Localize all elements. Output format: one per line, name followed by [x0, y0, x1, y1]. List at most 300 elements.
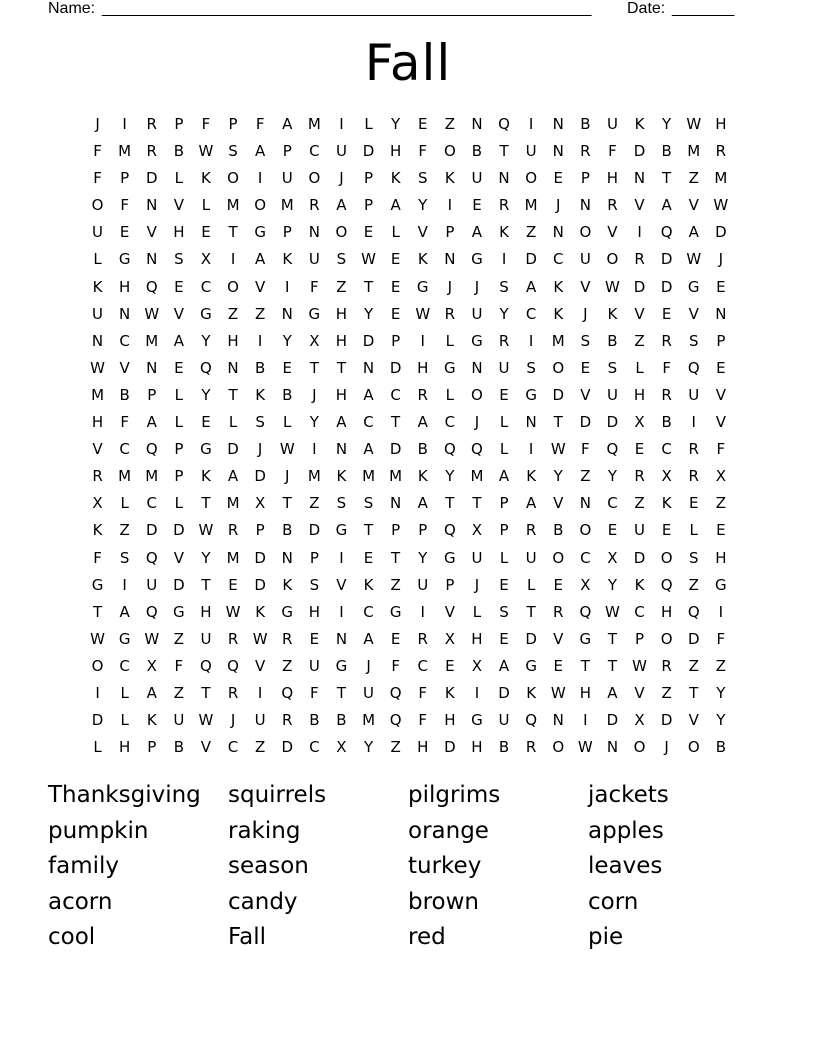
grid-letter[interactable]: F	[93, 142, 102, 161]
grid-letter[interactable]: Y	[282, 331, 292, 350]
grid-letter[interactable]: M	[389, 467, 403, 486]
grid-letter[interactable]: A	[526, 494, 537, 513]
grid-letter[interactable]: Y	[607, 575, 618, 594]
grid-letter[interactable]: P	[364, 169, 374, 188]
grid-letter[interactable]: K	[255, 602, 266, 621]
grid-letter[interactable]: R	[661, 656, 672, 675]
grid-letter[interactable]: V	[580, 277, 591, 296]
grid-letter[interactable]: H	[119, 738, 131, 757]
grid-letter[interactable]: N	[335, 440, 348, 459]
grid-letter[interactable]: G	[579, 629, 592, 648]
grid-letter[interactable]: U	[498, 711, 510, 730]
grid-letter[interactable]: N	[552, 142, 564, 161]
grid-letter[interactable]: R	[309, 196, 320, 215]
grid-letter[interactable]: W	[144, 304, 160, 323]
grid-letter[interactable]: A	[526, 277, 537, 296]
grid-letter[interactable]: C	[363, 602, 374, 621]
grid-letter[interactable]: R	[525, 738, 537, 757]
grid-letter[interactable]: E	[716, 277, 726, 296]
grid-letter[interactable]: O	[254, 196, 267, 215]
grid-letter[interactable]: K	[553, 304, 564, 323]
grid-letter[interactable]: M	[145, 467, 159, 486]
grid-letter[interactable]: H	[173, 223, 185, 242]
grid-letter[interactable]: Z	[634, 331, 645, 350]
grid-letter[interactable]: P	[364, 196, 374, 215]
grid-letter[interactable]: R	[146, 142, 157, 161]
grid-letter[interactable]: U	[525, 142, 537, 161]
grid-letter[interactable]: O	[227, 169, 239, 188]
grid-letter[interactable]: G	[254, 223, 266, 242]
grid-letter[interactable]: Q	[145, 440, 158, 459]
grid-letter[interactable]: K	[526, 467, 537, 486]
grid-letter[interactable]: U	[471, 169, 483, 188]
grid-letter[interactable]: I	[339, 602, 344, 621]
grid-letter[interactable]: R	[92, 467, 103, 486]
grid-letter[interactable]: A	[607, 683, 618, 702]
grid-letter[interactable]: D	[633, 548, 646, 567]
grid-letter[interactable]: U	[579, 250, 591, 269]
grid-letter[interactable]: E	[390, 277, 401, 296]
grid-letter[interactable]: Z	[336, 277, 347, 296]
grid-letter[interactable]: W	[144, 629, 160, 648]
grid-letter[interactable]: C	[634, 602, 645, 621]
grid-letter[interactable]: I	[339, 115, 344, 133]
grid-letter[interactable]: Z	[661, 683, 672, 702]
grid-letter[interactable]: T	[499, 142, 509, 161]
grid-letter[interactable]: Q	[389, 683, 402, 702]
grid-letter[interactable]: V	[146, 223, 157, 242]
grid-letter[interactable]: X	[336, 738, 347, 757]
grid-letter[interactable]: U	[254, 711, 266, 730]
grid-letter[interactable]: O	[91, 196, 104, 215]
grid-letter[interactable]: E	[553, 169, 563, 188]
grid-letter[interactable]: D	[715, 223, 727, 242]
grid-letter[interactable]: U	[92, 304, 104, 323]
grid-letter[interactable]: N	[579, 196, 591, 215]
grid-letter[interactable]: O	[633, 738, 646, 757]
grid-letter[interactable]: L	[174, 169, 184, 188]
grid-letter[interactable]: A	[227, 467, 239, 486]
grid-letter[interactable]: I	[420, 602, 425, 621]
grid-letter[interactable]: G	[173, 602, 185, 621]
grid-letter[interactable]: N	[227, 358, 239, 377]
grid-letter[interactable]: N	[146, 358, 158, 377]
grid-letter[interactable]: D	[227, 440, 239, 459]
grid-letter[interactable]: V	[200, 738, 212, 757]
grid-letter[interactable]: E	[499, 575, 509, 594]
grid-letter[interactable]: A	[173, 331, 184, 350]
grid-letter[interactable]: P	[147, 385, 157, 404]
grid-letter[interactable]: X	[471, 656, 483, 675]
grid-letter[interactable]: Z	[119, 521, 130, 540]
grid-letter[interactable]: D	[91, 711, 104, 730]
grid-letter[interactable]: Q	[687, 602, 700, 621]
grid-letter[interactable]: H	[715, 115, 727, 133]
grid-letter[interactable]: A	[255, 142, 266, 161]
grid-letter[interactable]: P	[499, 494, 509, 513]
grid-letter[interactable]: S	[417, 169, 428, 188]
grid-letter[interactable]: U	[498, 358, 510, 377]
grid-letter[interactable]: F	[418, 142, 428, 161]
grid-letter[interactable]: Y	[201, 385, 211, 404]
grid-letter[interactable]: O	[687, 738, 700, 757]
grid-letter[interactable]: Z	[715, 494, 726, 513]
grid-letter[interactable]: P	[120, 169, 130, 188]
grid-letter[interactable]: Y	[418, 548, 428, 567]
grid-letter[interactable]: Y	[391, 115, 401, 133]
grid-letter[interactable]: Z	[309, 494, 320, 513]
grid-letter[interactable]: R	[525, 521, 537, 540]
grid-letter[interactable]: I	[95, 683, 100, 702]
grid-letter[interactable]: F	[418, 683, 428, 702]
grid-letter[interactable]: A	[363, 629, 374, 648]
grid-letter[interactable]: W	[632, 656, 647, 675]
grid-letter[interactable]: D	[389, 358, 402, 377]
grid-letter[interactable]: Q	[443, 521, 456, 540]
grid-letter[interactable]: R	[688, 440, 699, 459]
grid-letter[interactable]: Z	[688, 656, 699, 675]
grid-letter[interactable]: I	[583, 711, 588, 730]
grid-letter[interactable]: T	[336, 358, 347, 377]
grid-letter[interactable]: A	[417, 413, 428, 432]
grid-letter[interactable]: E	[553, 656, 563, 675]
grid-letter[interactable]: K	[201, 467, 211, 486]
grid-letter[interactable]: D	[633, 277, 646, 296]
grid-letter[interactable]: P	[445, 575, 455, 594]
grid-letter[interactable]: Q	[145, 548, 158, 567]
grid-letter[interactable]: K	[444, 169, 455, 188]
grid-letter[interactable]: U	[146, 575, 158, 594]
grid-letter[interactable]: I	[501, 250, 507, 269]
grid-letter[interactable]: C	[309, 738, 320, 757]
grid-letter[interactable]: H	[444, 711, 456, 730]
grid-letter[interactable]: F	[93, 169, 102, 188]
grid-letter[interactable]: A	[255, 250, 266, 269]
grid-letter[interactable]: N	[715, 304, 727, 323]
grid-letter[interactable]: E	[228, 575, 238, 594]
grid-letter[interactable]: I	[528, 331, 534, 350]
grid-letter[interactable]: R	[282, 629, 293, 648]
grid-letter[interactable]: E	[716, 358, 726, 377]
grid-letter[interactable]: A	[390, 196, 401, 215]
grid-letter[interactable]: L	[526, 575, 536, 594]
grid-letter[interactable]: Z	[444, 115, 455, 133]
grid-letter[interactable]: X	[634, 711, 645, 730]
grid-letter[interactable]: S	[336, 494, 347, 513]
grid-letter[interactable]: E	[634, 440, 645, 459]
grid-letter[interactable]: D	[389, 440, 402, 459]
grid-letter[interactable]: W	[415, 304, 431, 323]
grid-letter[interactable]: V	[173, 304, 184, 323]
grid-letter[interactable]: E	[580, 358, 591, 377]
grid-letter[interactable]: V	[634, 683, 645, 702]
grid-letter[interactable]: Q	[525, 711, 538, 730]
grid-letter[interactable]: N	[146, 250, 158, 269]
grid-letter[interactable]: L	[445, 331, 455, 350]
grid-letter[interactable]: K	[553, 277, 564, 296]
grid-letter[interactable]: I	[474, 683, 480, 702]
grid-letter[interactable]: Z	[688, 169, 699, 188]
grid-letter[interactable]: X	[200, 250, 212, 269]
grid-letter[interactable]: R	[282, 711, 293, 730]
grid-letter[interactable]: O	[471, 385, 483, 404]
grid-letter[interactable]: Y	[201, 548, 211, 567]
grid-letter[interactable]: P	[174, 115, 184, 133]
grid-letter[interactable]: V	[688, 304, 699, 323]
grid-letter[interactable]: G	[444, 358, 456, 377]
grid-letter[interactable]: O	[308, 169, 321, 188]
grid-letter[interactable]: U	[606, 115, 618, 133]
grid-letter[interactable]: L	[364, 115, 373, 133]
grid-letter[interactable]: H	[308, 602, 320, 621]
grid-letter[interactable]: U	[417, 575, 429, 594]
grid-letter[interactable]: R	[444, 304, 456, 323]
grid-letter[interactable]: U	[525, 548, 537, 567]
grid-letter[interactable]: E	[363, 223, 374, 242]
grid-letter[interactable]: N	[471, 115, 483, 133]
grid-letter[interactable]: M	[551, 331, 565, 350]
grid-letter[interactable]: G	[389, 602, 402, 621]
grid-letter[interactable]: K	[201, 169, 211, 188]
grid-letter[interactable]: V	[173, 548, 184, 567]
grid-letter[interactable]: U	[606, 385, 618, 404]
grid-letter[interactable]: D	[254, 548, 266, 567]
grid-letter[interactable]: C	[363, 413, 374, 432]
grid-letter[interactable]: N	[119, 304, 131, 323]
grid-letter[interactable]: J	[474, 575, 480, 594]
grid-letter[interactable]: E	[201, 413, 211, 432]
grid-letter[interactable]: O	[443, 142, 456, 161]
grid-letter[interactable]: E	[363, 548, 374, 567]
grid-letter[interactable]: R	[580, 142, 591, 161]
grid-letter[interactable]: S	[336, 250, 347, 269]
grid-letter[interactable]: Q	[200, 358, 212, 377]
grid-letter[interactable]: L	[499, 440, 509, 459]
grid-letter[interactable]: E	[688, 494, 699, 513]
grid-letter[interactable]: Y	[499, 304, 509, 323]
grid-letter[interactable]: D	[525, 250, 537, 269]
grid-letter[interactable]: T	[553, 413, 563, 432]
grid-letter[interactable]: R	[227, 629, 239, 648]
grid-letter[interactable]: V	[688, 711, 699, 730]
grid-letter[interactable]: M	[118, 467, 132, 486]
grid-letter[interactable]: Z	[390, 575, 401, 594]
grid-letter[interactable]: M	[280, 196, 294, 215]
grid-letter[interactable]: E	[174, 358, 184, 377]
grid-letter[interactable]: Q	[200, 656, 212, 675]
grid-letter[interactable]: E	[499, 385, 509, 404]
grid-letter[interactable]: D	[660, 711, 673, 730]
grid-letter[interactable]: W	[605, 602, 620, 621]
grid-letter[interactable]: V	[553, 629, 564, 648]
grid-letter[interactable]: A	[282, 115, 293, 133]
grid-letter[interactable]: C	[444, 413, 456, 432]
grid-letter[interactable]: E	[661, 304, 672, 323]
grid-letter[interactable]: E	[716, 521, 726, 540]
grid-letter[interactable]: B	[309, 711, 320, 730]
date-field-line[interactable]: _______	[672, 0, 735, 17]
grid-letter[interactable]: V	[417, 223, 428, 242]
grid-letter[interactable]: B	[119, 385, 130, 404]
grid-letter[interactable]: N	[525, 413, 537, 432]
grid-letter[interactable]: X	[471, 521, 483, 540]
grid-letter[interactable]: I	[285, 277, 290, 296]
grid-letter[interactable]: H	[661, 602, 673, 621]
grid-letter[interactable]: A	[146, 413, 157, 432]
grid-letter[interactable]: H	[471, 629, 483, 648]
grid-letter[interactable]: J	[583, 304, 588, 323]
grid-letter[interactable]: H	[119, 277, 131, 296]
grid-letter[interactable]: W	[198, 711, 214, 730]
grid-letter[interactable]: P	[309, 548, 319, 567]
grid-letter[interactable]: S	[499, 602, 509, 621]
grid-letter[interactable]: N	[335, 629, 348, 648]
grid-letter[interactable]: W	[225, 602, 241, 621]
grid-letter[interactable]: C	[309, 142, 320, 161]
grid-letter[interactable]: Z	[688, 575, 699, 594]
grid-letter[interactable]: Y	[607, 467, 618, 486]
grid-letter[interactable]: V	[553, 494, 564, 513]
grid-letter[interactable]: D	[254, 467, 266, 486]
grid-letter[interactable]: V	[688, 196, 699, 215]
grid-letter[interactable]: R	[607, 196, 618, 215]
grid-letter[interactable]: D	[145, 169, 158, 188]
grid-letter[interactable]: F	[255, 115, 265, 133]
grid-letter[interactable]: U	[308, 250, 320, 269]
grid-letter[interactable]: F	[120, 196, 129, 215]
grid-letter[interactable]: N	[552, 115, 564, 133]
grid-letter[interactable]: A	[363, 385, 374, 404]
grid-letter[interactable]: H	[91, 413, 104, 432]
grid-letter[interactable]: L	[120, 711, 129, 730]
grid-letter[interactable]: B	[580, 115, 591, 133]
grid-letter[interactable]: A	[146, 683, 157, 702]
grid-letter[interactable]: C	[661, 440, 672, 459]
grid-letter[interactable]: Z	[255, 304, 266, 323]
grid-letter[interactable]: Q	[660, 575, 673, 594]
grid-letter[interactable]: Z	[255, 738, 266, 757]
grid-letter[interactable]: W	[252, 629, 268, 648]
grid-letter[interactable]: G	[118, 629, 131, 648]
grid-letter[interactable]: H	[417, 738, 429, 757]
grid-letter[interactable]: C	[552, 250, 564, 269]
grid-letter[interactable]: J	[285, 467, 290, 486]
grid-letter[interactable]: Q	[498, 115, 510, 133]
grid-letter[interactable]: E	[174, 277, 184, 296]
grid-letter[interactable]: P	[174, 440, 184, 459]
grid-letter[interactable]: L	[228, 413, 238, 432]
grid-letter[interactable]: M	[226, 196, 240, 215]
grid-letter[interactable]: T	[472, 494, 482, 513]
grid-letter[interactable]: F	[310, 683, 319, 702]
grid-letter[interactable]: L	[174, 385, 184, 404]
grid-letter[interactable]: J	[664, 738, 669, 757]
grid-letter[interactable]: B	[282, 385, 293, 404]
grid-letter[interactable]: S	[255, 413, 265, 432]
grid-letter[interactable]: K	[146, 711, 157, 730]
grid-letter[interactable]: M	[362, 711, 376, 730]
grid-letter[interactable]: Z	[390, 738, 401, 757]
grid-letter[interactable]: D	[145, 521, 158, 540]
grid-letter[interactable]: V	[92, 440, 103, 459]
grid-letter[interactable]: G	[335, 521, 348, 540]
grid-letter[interactable]: L	[499, 413, 509, 432]
grid-letter[interactable]: V	[173, 196, 184, 215]
grid-letter[interactable]: B	[661, 142, 672, 161]
grid-letter[interactable]: R	[661, 331, 672, 350]
grid-letter[interactable]: K	[607, 304, 618, 323]
grid-letter[interactable]: F	[93, 548, 102, 567]
grid-letter[interactable]: K	[92, 277, 103, 296]
grid-letter[interactable]: C	[200, 277, 212, 296]
grid-letter[interactable]: B	[471, 142, 483, 161]
grid-letter[interactable]: L	[93, 738, 102, 757]
grid-letter[interactable]: I	[339, 548, 344, 567]
grid-letter[interactable]: W	[90, 629, 105, 648]
grid-letter[interactable]: H	[390, 142, 402, 161]
grid-letter[interactable]: G	[91, 575, 104, 594]
grid-letter[interactable]: G	[471, 711, 483, 730]
grid-letter[interactable]: P	[255, 521, 265, 540]
grid-letter[interactable]: J	[312, 385, 317, 404]
grid-letter[interactable]: A	[417, 494, 428, 513]
grid-letter[interactable]: Z	[715, 656, 726, 675]
grid-letter[interactable]: C	[146, 494, 157, 513]
grid-letter[interactable]: M	[226, 548, 240, 567]
grid-letter[interactable]: I	[447, 196, 453, 215]
grid-letter[interactable]: H	[227, 331, 239, 350]
grid-letter[interactable]: N	[552, 223, 564, 242]
grid-letter[interactable]: J	[230, 711, 236, 730]
grid-letter[interactable]: P	[499, 521, 509, 540]
grid-letter[interactable]: R	[498, 331, 510, 350]
grid-letter[interactable]: L	[283, 413, 292, 432]
grid-letter[interactable]: T	[391, 413, 401, 432]
grid-letter[interactable]: K	[92, 521, 103, 540]
grid-letter[interactable]: L	[120, 683, 129, 702]
grid-letter[interactable]: D	[525, 629, 537, 648]
grid-letter[interactable]: D	[633, 142, 646, 161]
grid-letter[interactable]: P	[174, 467, 184, 486]
grid-letter[interactable]: L	[689, 521, 698, 540]
grid-letter[interactable]: T	[309, 358, 319, 377]
grid-letter[interactable]: N	[390, 494, 402, 513]
grid-letter[interactable]: X	[255, 494, 266, 513]
grid-letter[interactable]: B	[254, 358, 266, 377]
grid-letter[interactable]: J	[447, 277, 453, 296]
grid-letter[interactable]: P	[580, 169, 590, 188]
grid-letter[interactable]: O	[525, 169, 538, 188]
grid-letter[interactable]: V	[119, 358, 130, 377]
grid-letter[interactable]: E	[553, 575, 563, 594]
grid-letter[interactable]: K	[634, 575, 645, 594]
grid-letter[interactable]: C	[119, 440, 130, 459]
grid-letter[interactable]: O	[579, 223, 592, 242]
grid-letter[interactable]: I	[691, 413, 696, 432]
grid-letter[interactable]: L	[499, 548, 509, 567]
grid-letter[interactable]: H	[606, 169, 619, 188]
grid-letter[interactable]: Q	[227, 656, 239, 675]
grid-letter[interactable]: R	[417, 385, 428, 404]
grid-letter[interactable]: G	[308, 304, 321, 323]
grid-letter[interactable]: A	[688, 223, 699, 242]
grid-letter[interactable]: K	[336, 467, 347, 486]
grid-letter[interactable]: M	[145, 331, 159, 350]
grid-letter[interactable]: D	[552, 385, 565, 404]
grid-letter[interactable]: I	[257, 683, 263, 702]
grid-letter[interactable]: C	[607, 494, 618, 513]
grid-letter[interactable]: F	[391, 656, 400, 675]
